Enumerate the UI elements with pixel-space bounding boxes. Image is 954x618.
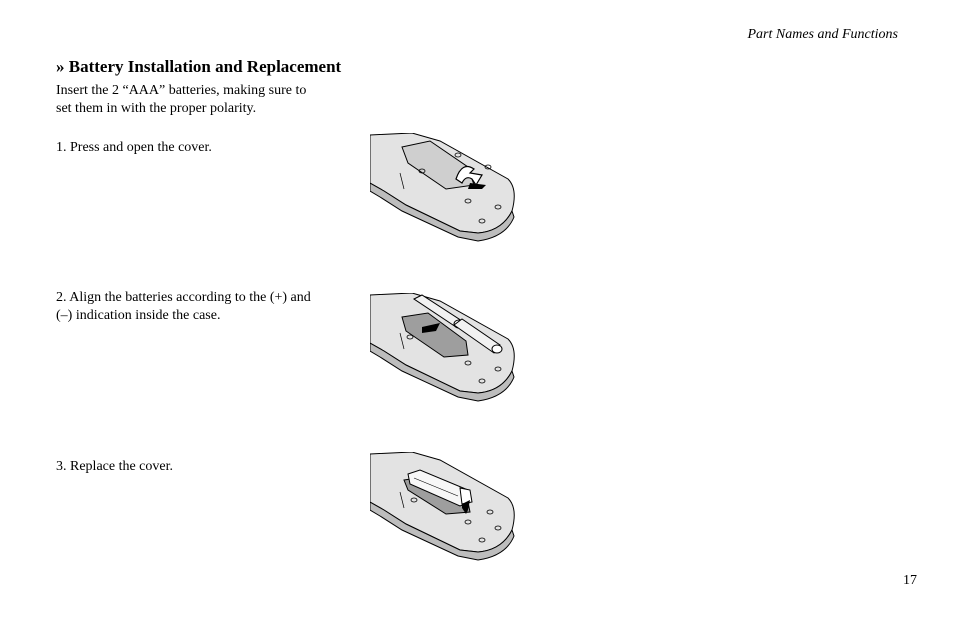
step-line: 1. Press and open the cover. bbox=[56, 140, 212, 155]
remote-cover-open-icon bbox=[370, 133, 518, 243]
remote-cover-replace-icon bbox=[370, 452, 518, 562]
step-line: (–) indication inside the case. bbox=[56, 308, 221, 323]
section-title: » Battery Installation and Replacement bbox=[56, 57, 342, 76]
step-1-text bbox=[56, 139, 356, 157]
step-2-text bbox=[56, 289, 356, 325]
intro-paragraph bbox=[56, 82, 356, 118]
remote-battery-insert-icon bbox=[370, 293, 518, 403]
running-header: Part Names and Functions bbox=[747, 27, 898, 42]
step-line: 2. Align the batteries according to the (+) and bbox=[56, 290, 311, 305]
intro-line: set them in with the proper polarity. bbox=[56, 101, 257, 116]
step-line: 3. Replace the cover. bbox=[56, 459, 174, 474]
intro-line: Insert the 2 “AAA” batteries, making sure to bbox=[56, 83, 307, 98]
page-number: 17 bbox=[903, 573, 917, 588]
step-3-text bbox=[56, 458, 356, 476]
